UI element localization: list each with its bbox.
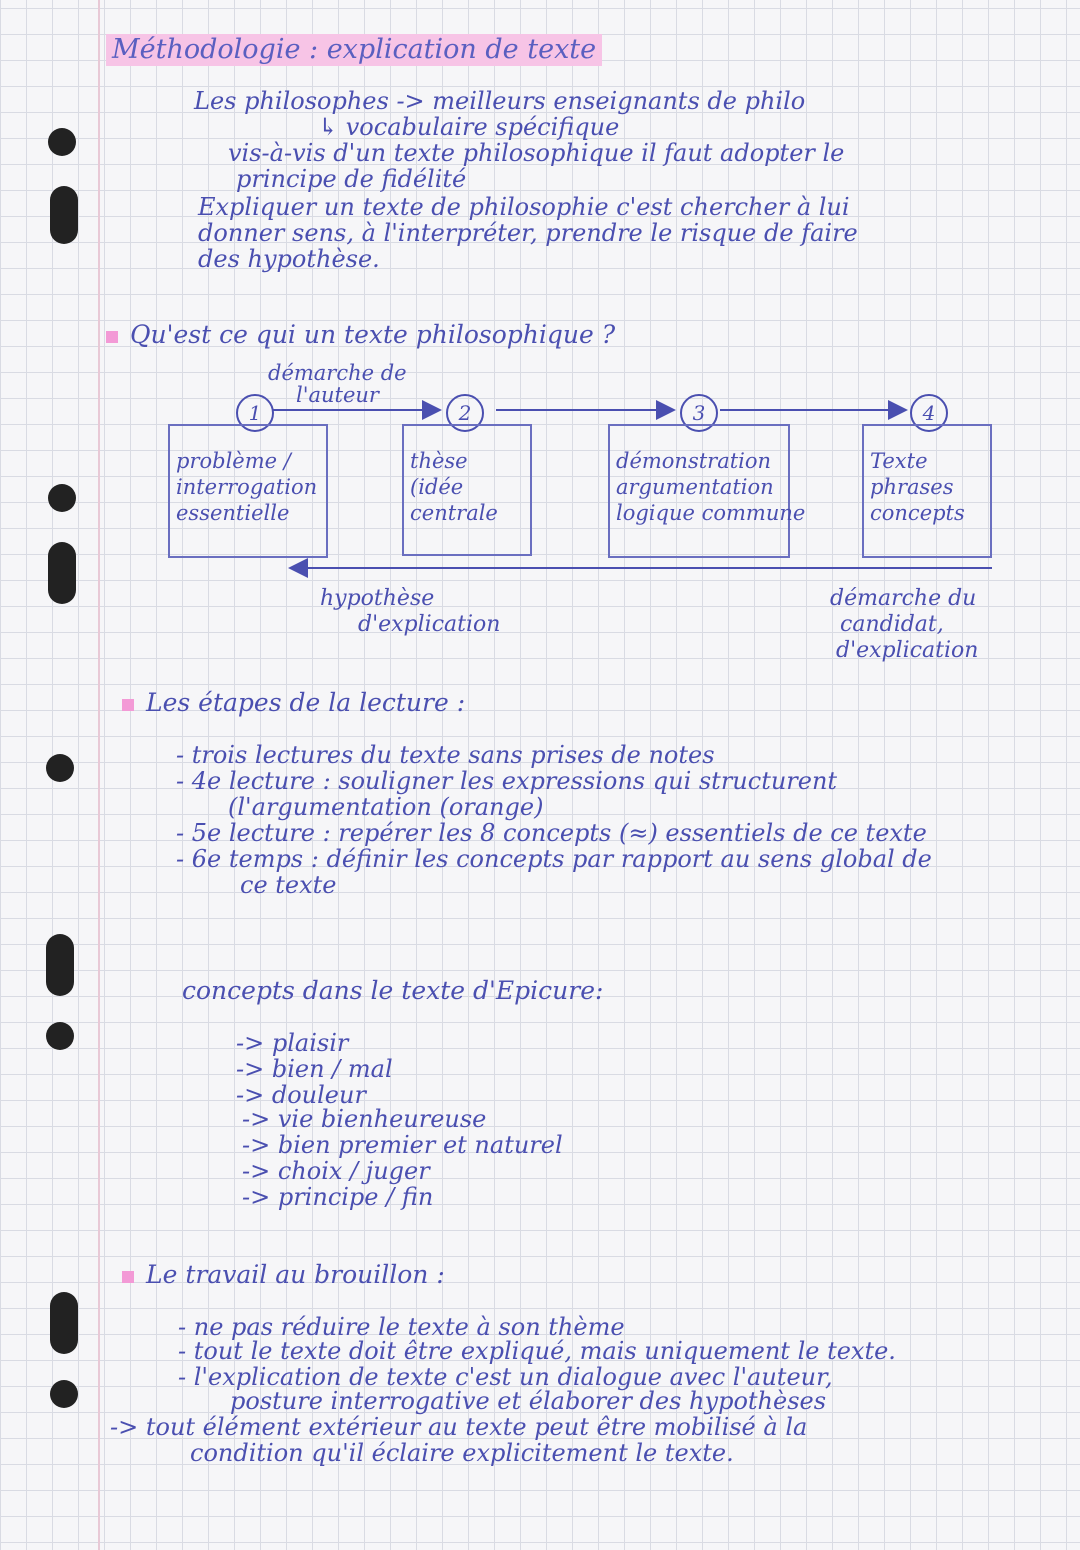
intro-line: vis-à-vis d'un texte philosophique il faut adopter le xyxy=(228,139,845,167)
list-item: - 6e temps : définir les concepts par rapport au sens global de xyxy=(176,845,932,873)
step-text: démonstration xyxy=(616,449,772,473)
step-text: phrases xyxy=(870,475,954,499)
list-item: -> choix / juger xyxy=(242,1157,430,1185)
candidate-label: candidat, xyxy=(840,612,944,637)
step-box-text xyxy=(862,424,992,558)
intro-line: ↳ vocabulaire spécifique xyxy=(318,113,620,141)
list-item: - ne pas réduire le texte à son thème xyxy=(178,1313,625,1341)
step-box-thesis xyxy=(402,424,532,556)
list-item: -> douleur xyxy=(236,1081,366,1109)
intro-line: Expliquer un texte de philosophie c'est chercher à lui xyxy=(198,193,850,221)
step-text: logique commune xyxy=(616,501,806,525)
step-number: 4 xyxy=(910,394,948,432)
list-item: ce texte xyxy=(240,871,337,899)
section-heading xyxy=(122,1262,445,1288)
step-text: essentielle xyxy=(176,501,290,525)
section-heading-text: Les étapes de la lecture : xyxy=(146,688,466,717)
step-text: problème / xyxy=(176,449,291,473)
step-number: 3 xyxy=(680,394,718,432)
list-item: -> vie bienheureuse xyxy=(242,1105,487,1133)
intro-line: principe de fidélité xyxy=(236,165,467,193)
hypothesis-label: d'explication xyxy=(358,612,501,637)
list-item: - tout le texte doit être expliqué, mais uniquement le texte. xyxy=(178,1337,896,1365)
intro-line: des hypothèse. xyxy=(198,245,380,273)
list-item: (l'argumentation (orange) xyxy=(228,793,544,821)
author-note: l'auteur xyxy=(296,383,379,407)
section-heading-text: Le travail au brouillon : xyxy=(146,1260,445,1289)
list-item: -> bien / mal xyxy=(236,1055,393,1083)
list-item: -> plaisir xyxy=(236,1029,349,1057)
step-number: 1 xyxy=(236,394,274,432)
author-note: démarche de xyxy=(268,361,407,385)
step-text: argumentation xyxy=(616,475,774,499)
list-item: - trois lectures du texte sans prises de notes xyxy=(176,741,715,769)
intro-line: donner sens, à l'interpréter, prendre le risque de faire xyxy=(198,219,858,247)
list-item: -> principe / fin xyxy=(242,1183,434,1211)
bullet-marker xyxy=(122,1271,134,1283)
step-text: concepts xyxy=(870,501,965,525)
step-box-demonstration xyxy=(608,424,806,558)
candidate-label: d'explication xyxy=(836,638,979,663)
list-item: - l'explication de texte c'est un dialogue avec l'auteur, xyxy=(178,1363,833,1391)
step-text: thèse xyxy=(410,449,468,473)
step-text: centrale xyxy=(410,501,498,525)
intro-line: Les philosophes -> meilleurs enseignants de philo xyxy=(194,87,806,115)
list-item: - 4e lecture : souligner les expressions qui structurent xyxy=(176,767,838,795)
step-text: interrogation xyxy=(176,475,318,499)
step-box-problem xyxy=(168,424,328,558)
step-number: 2 xyxy=(446,394,484,432)
page-title: Méthodologie : explication de texte xyxy=(106,34,602,66)
list-item: condition qu'il éclaire explicitement le texte. xyxy=(190,1439,734,1467)
step-text: (idée xyxy=(410,475,464,499)
section-heading-text: Qu'est ce qui un texte philosophique ? xyxy=(130,320,616,349)
step-text: Texte xyxy=(870,449,928,473)
list-item: -> tout élément extérieur au texte peut être mobilisé à la xyxy=(110,1413,808,1441)
list-item: posture interrogative et élaborer des hypothèses xyxy=(230,1387,827,1415)
hypothesis-label: hypothèse xyxy=(320,586,435,611)
list-item: -> bien premier et naturel xyxy=(242,1131,563,1159)
bullet-marker xyxy=(122,699,134,711)
list-item: - 5e lecture : repérer les 8 concepts (≈) essentiels de ce texte xyxy=(176,819,927,847)
section-heading xyxy=(122,690,465,716)
candidate-label: démarche du xyxy=(830,586,977,611)
section-heading: concepts dans le texte d'Epicure: xyxy=(182,976,604,1005)
